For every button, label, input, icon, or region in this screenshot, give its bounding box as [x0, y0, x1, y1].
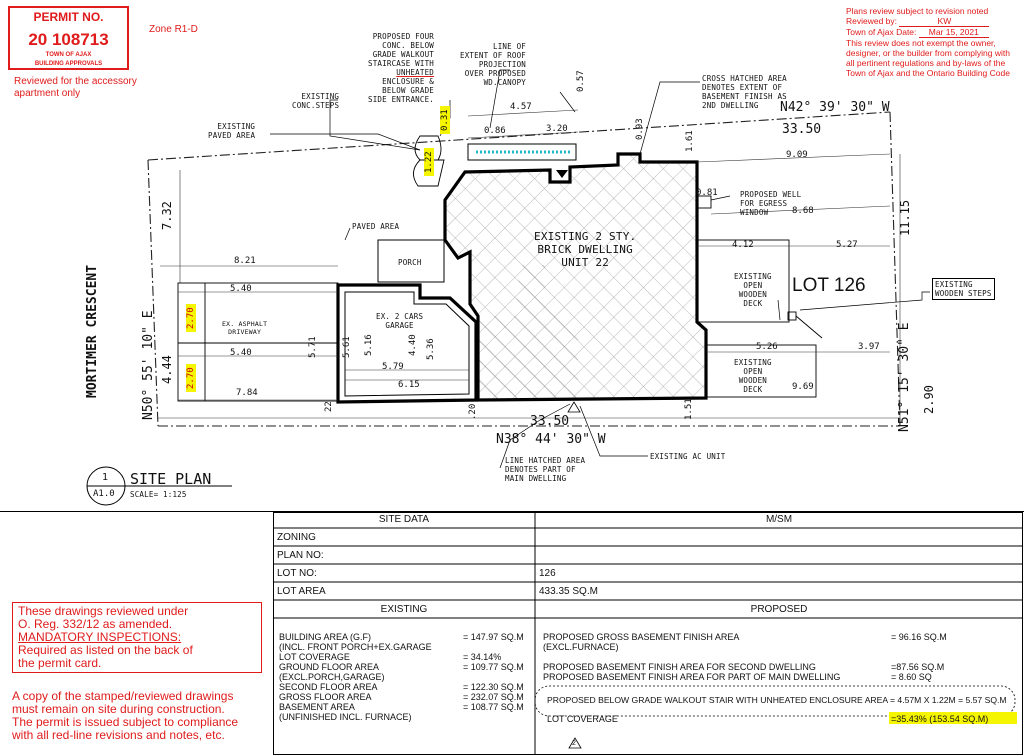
ex-basement-value: = 108.77 SQ.M: [463, 702, 524, 712]
dim-3350-top: 33.50: [782, 122, 822, 137]
ex-unfinished-note: (UNFINISHED INCL. FURNACE): [279, 712, 412, 722]
ex-ground-floor-label: GROUND FLOOR AREA: [279, 662, 380, 672]
dim-290: 2.90: [922, 385, 936, 414]
plan-title: SITE PLAN: [130, 470, 212, 488]
dim-320: 3.20: [546, 124, 568, 134]
reviewer: KW: [899, 16, 989, 27]
pr-second-dwelling-value: =87.56 SQ.M: [891, 662, 945, 672]
bearing-bottom: N38° 44' 30" W: [496, 432, 606, 447]
pr-main-dwelling-value: = 8.60 SQ: [891, 672, 932, 682]
site-data-table: [273, 512, 1024, 756]
row-lot-value: 126: [539, 568, 556, 579]
dim-540a: 5.40: [230, 284, 252, 294]
ex-incl-note: (INCL. FRONT PORCH+EX.GARAGE: [279, 642, 432, 652]
paved-area-label: PAVED AREA: [352, 222, 400, 231]
permit-note: Reviewed for the accessory apartment only: [14, 76, 137, 99]
bearing-left: N50° 55' 10" E: [141, 310, 156, 420]
dim-821: 8.21: [234, 256, 256, 266]
street-name: MORTIMER CRESCENT: [85, 264, 100, 398]
pr-gross-basement-label: PROPOSED GROSS BASEMENT FINISH AREA: [543, 632, 740, 642]
row-lotarea-label: LOT AREA: [277, 586, 326, 597]
dim-057: 0.57: [576, 70, 586, 92]
permit-header: PERMIT NO.: [33, 10, 104, 24]
note-cross-hatched: CROSS HATCHED AREA DENOTES EXTENT OF BASEMENT FINISH AS 2ND DWELLING: [702, 74, 787, 110]
review-by-row: Reviewed by: KW: [846, 16, 1010, 27]
dim-270b: 2.70: [186, 364, 196, 392]
dim-151: 1.51: [684, 398, 694, 420]
note-conc-steps: EXISTING CONC.STEPS: [292, 92, 340, 110]
dim-579: 5.79: [382, 362, 404, 372]
pr-walkout-stair: PROPOSED BELOW GRADE WALKOUT STAIR WITH UNHEATED ENCLOSURE AREA = 4.57M X 1.22M = 5.57 SQ.M: [547, 695, 1007, 705]
review-date: Mar 15, 2021: [919, 27, 989, 38]
review-notes-box: These drawings reviewed under O. Reg. 332/12 as amended. MANDATORY INSPECTIONS: Required as listed on the back of the permit card.: [12, 602, 262, 673]
zone-label: Zone R1-D: [149, 24, 198, 35]
dim-3350-bottom: 33.50: [530, 414, 570, 429]
bearing-top: N42° 39' 30" W: [780, 100, 890, 115]
ex-excl-note: (EXCL.PORCH,GARAGE): [279, 672, 385, 682]
dim-732: 7.32: [160, 201, 174, 230]
dim-909: 9.09: [786, 150, 808, 160]
note-roof-line: LINE OF EXTENT OF ROOF PROJECTION OVER PROPOSED WD.CANOPY: [460, 42, 527, 87]
msm-header: M/SM: [765, 514, 793, 525]
permit-stamp: [8, 6, 129, 70]
row-lotarea-value: 433.35 SQ.M: [539, 586, 598, 597]
dim-093: 0.93: [635, 118, 645, 140]
pr-main-dwelling-label: PROPOSED BASEMENT FINISH AREA FOR PART OF MAIN DWELLING: [543, 672, 841, 682]
dim-527: 5.27: [836, 240, 858, 250]
dim-526: 5.26: [756, 342, 778, 352]
dim-397: 3.97: [858, 342, 880, 352]
note-paved: EXISTING PAVED AREA: [208, 122, 256, 140]
note-deck2: EXISTING OPEN WOODEN DECK: [734, 358, 772, 394]
dim-031: 0.31: [440, 106, 450, 134]
bearing-right: N51° 15' 30" E: [897, 322, 912, 432]
garage-label: EX. 2 CARS GARAGE: [376, 312, 424, 330]
mandatory-inspections: MANDATORY INSPECTIONS:: [18, 630, 182, 644]
note-walkout-stair: PROPOSED FOUR CONC. BELOW GRADE WALKOUT STAIRCASE WITH UNHEATED ENCLOSURE & BELOW GRADE SIDE ENTRANCE.: [368, 32, 435, 104]
permit-org2: BUILDING APPROVALS: [34, 61, 103, 67]
dim-540b: 5.40: [230, 348, 252, 358]
dim-086: 0.86: [484, 126, 506, 136]
review-date-row: Town of Ajax Date: Mar 15, 2021: [846, 27, 1010, 38]
sheet-number: 1: [102, 472, 109, 483]
note-line-hatched: LINE HATCHED AREA DENOTES PART OF MAIN DWELLING: [505, 456, 586, 483]
note-deck1: EXISTING OPEN WOODEN DECK: [734, 272, 772, 308]
lot-label: LOT 126: [792, 275, 866, 296]
note-wooden-steps: EXISTING WOODEN STEPS: [932, 278, 995, 300]
ex-lot-coverage-value: = 34.14%: [463, 652, 502, 662]
plan-scale: SCALE= 1:125: [130, 490, 187, 499]
dim-457: 4.57: [510, 102, 532, 112]
pr-gross-basement-value: = 96.16 SQ.M: [891, 632, 947, 642]
dim-022: 22: [324, 401, 334, 412]
dim-161: 1.61: [685, 130, 695, 152]
existing-header: EXISTING: [380, 604, 428, 615]
revision-number: 2: [572, 740, 576, 747]
sheet-id: A1.0: [93, 489, 115, 499]
ex-building-area-value: = 147.97 SQ.M: [463, 632, 524, 642]
dim-412: 4.12: [732, 240, 754, 250]
pr-second-dwelling-label: PROPOSED BASEMENT FINISH AREA FOR SECOND DWELLING: [543, 662, 816, 672]
dim-969: 9.69: [792, 382, 814, 392]
dim-571: 5.71: [308, 336, 318, 358]
permit-number: 20 108713: [28, 30, 109, 49]
row-plan-label: PLAN NO:: [277, 550, 324, 561]
pr-excl-furnace: (EXCL.FURNACE): [543, 642, 619, 652]
ex-second-floor-value: = 122.30 SQ.M: [463, 682, 524, 692]
proposed-header: PROPOSED: [750, 604, 808, 615]
dim-868: 8.68: [792, 206, 814, 216]
dim-020: .20: [468, 403, 478, 420]
ex-basement-label: BASEMENT AREA: [279, 702, 355, 712]
ex-second-floor-label: SECOND FLOOR AREA: [279, 682, 378, 692]
dim-1115: 11.15: [898, 199, 912, 236]
dim-270a: 2.70: [186, 304, 196, 332]
review-stamp: Plans review subject to revision noted Reviewed by: KW Town of Ajax Date: Mar 15, 2021 This review does not exempt the owner, designer, or the builder from complying with all pertinent regulations and by-laws of the Town of Ajax and the Ontario Building Code: [846, 6, 1010, 78]
dim-081: 0.81: [696, 188, 718, 198]
revision-mark: [568, 402, 580, 412]
row-lot-label: LOT NO:: [277, 568, 317, 579]
ex-ground-floor-value: = 109.77 SQ.M: [463, 662, 524, 672]
ex-lot-coverage-label: LOT COVERAGE: [279, 652, 350, 662]
dwelling-label: EXISTING 2 STY. BRICK DWELLING UNIT 22: [534, 230, 637, 269]
porch-label: PORCH: [398, 258, 422, 267]
dim-516: 5.16: [364, 334, 374, 356]
driveway-label: EX. ASPHALT DRIVEWAY: [222, 320, 268, 336]
ex-gross-floor-value: = 232.07 SQ.M: [463, 692, 524, 702]
note-well: PROPOSED WELL FOR EGRESS WINDOW: [740, 190, 802, 217]
site-data-header: SITE DATA: [378, 514, 430, 525]
permit-org1: TOWN OF AJAX: [45, 52, 92, 58]
dim-440: 4.40: [408, 334, 418, 356]
copy-notes: A copy of the stamped/reviewed drawings must remain on site during construction. The permit is issued subject to compliance with all red-line revisions and notes, etc.: [12, 689, 239, 742]
dim-122: 1.22: [424, 148, 434, 176]
row-zoning-label: ZONING: [277, 532, 316, 543]
dim-615: 6.15: [398, 380, 420, 390]
pr-lot-coverage-value: =35.43% (153.54 SQ.M): [891, 714, 989, 724]
dim-784: 7.84: [236, 388, 258, 398]
ex-gross-floor-label: GROSS FLOOR AREA: [279, 692, 372, 702]
dim-444: 4.44: [160, 355, 174, 384]
note-ac-unit: EXISTING AC UNIT: [650, 452, 726, 461]
dim-561: 5.61: [342, 336, 352, 358]
dim-536: 5.36: [426, 338, 436, 360]
review-line1: Plans review subject to revision noted: [846, 6, 989, 16]
ex-building-area-label: BUILDING AREA (G.F): [279, 632, 372, 642]
pr-lot-coverage-label: LOT COVERAGE: [547, 714, 618, 724]
